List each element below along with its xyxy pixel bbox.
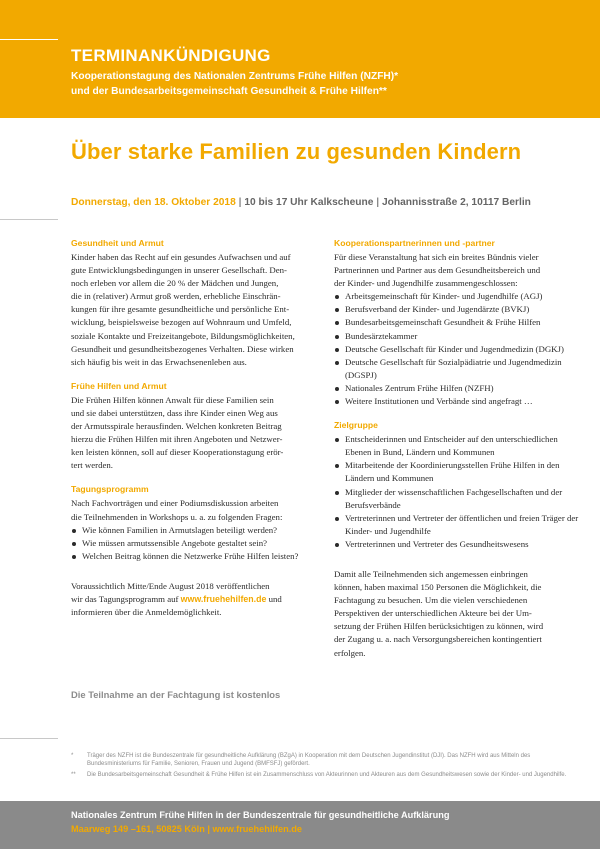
- section-heading: Frühe Hilfen und Armut: [71, 380, 167, 391]
- footnote-mark: *: [71, 753, 74, 759]
- text-line: soziale Kontakte und Freizeitangebote, Bildungsmöglichkeiten,: [71, 330, 295, 341]
- footnote: [71, 771, 571, 779]
- text-line: die in (relativer) Armut groß werden, erhebliche Einschrän-: [71, 291, 281, 302]
- list-item: Weitere Institutionen und Verbände sind angefragt …: [334, 395, 580, 408]
- text-line: Perspektiven der unterschiedlichen Akteure bei der Um-: [334, 608, 532, 619]
- text-line: Fachtagung zu besuchen. Um die vielen verschiedenen: [334, 595, 528, 606]
- text-line: [71, 593, 317, 606]
- header-subtitle-line-1: Kooperationstagung des Nationalen Zentrums Frühe Hilfen (NZFH)*: [71, 71, 399, 82]
- website-link[interactable]: www.fruehehilfen.de: [180, 593, 267, 604]
- header-title: TERMINANKÜNDIGUNG: [71, 46, 271, 65]
- text-line: noch erleben vor allem die 20 % der Mädchen und Jungen,: [71, 278, 279, 289]
- text-line: Partnerinnen und Partner aus dem Gesundheitsbereich und: [334, 265, 541, 276]
- text-line: Nach Fachvorträgen und einer Podiumsdiskussion arbeiten: [71, 498, 279, 509]
- text-line: der Kinder- und Jugendhilfe zusammengeschlossen:: [334, 278, 518, 289]
- footnote-text: Träger des NZFH ist die Bundeszentrale für gesundheitliche Aufklärung (BZgA) in Kooperation mit dem Deutschen Jugendinstitut (DJI). Das NZFH wird aus Mitteln des Bundesministeriums für Familie, Senioren, Frauen und Jugend (BMFSFJ) gefördert.: [87, 753, 531, 768]
- headline: Über starke Familien zu gesunden Kindern: [71, 139, 522, 164]
- section-heading: Tagungsprogramm: [71, 484, 149, 495]
- text-fragment: wir das Tagungsprogramm auf: [71, 593, 179, 604]
- header-rule: [0, 39, 58, 40]
- left-column: [71, 238, 317, 619]
- list-item: Welchen Beitrag können die Netzwerke Frühe Hilfen leisten?: [71, 550, 317, 563]
- paragraph: [71, 580, 317, 619]
- header-band: [0, 0, 600, 118]
- event-info: [71, 197, 591, 208]
- footer-address: Maarweg 149 –161, 50825 Köln | www.fruehehilfen.de: [71, 824, 302, 834]
- free-participation-note: Die Teilnahme an der Fachtagung ist kostenlos: [71, 689, 281, 700]
- footnote-text: Die Bundesarbeitsgemeinschaft Gesundheit & Frühe Hilfen ist ein Zusammenschluss von Akteurinnen und Akteuren aus dem Gesundheitswesen sowie der Kinder- und Jugendhilfe.: [87, 771, 567, 778]
- event-time-venue: 10 bis 17 Uhr Kalkscheune: [244, 197, 374, 208]
- paragraph: [71, 251, 317, 369]
- list-item: Vertreterinnen und Vertreter der öffentlichen und freien Träger der Kinder- und Jugendhilfe: [334, 512, 580, 538]
- text-line: Damit alle Teilnehmenden sich angemessen einbringen: [334, 568, 528, 579]
- text-line: Für diese Veranstaltung hat sich ein breites Bündnis vieler: [334, 252, 539, 262]
- paragraph: [71, 497, 317, 523]
- text-line: Kinder haben das Recht auf ein gesundes Aufwachsen und auf: [71, 252, 291, 262]
- paragraph: [334, 568, 580, 660]
- text-line: tert werden.: [71, 460, 114, 471]
- text-line: ken leisten können, soll auf dieser Kooperationstagung erör-: [71, 447, 284, 458]
- footnotes: [71, 752, 571, 781]
- list-item: Nationales Zentrum Frühe Hilfen (NZFH): [334, 382, 580, 395]
- list-item: Wie können Familien in Armutslagen beteiligt werden?: [71, 524, 317, 537]
- text-line: Voraussichtlich Mitte/Ende August 2018 veröffentlichen: [71, 580, 270, 591]
- text-line: der Zugang u. a. nach Versorgungsbereichen kontingentiert: [334, 634, 542, 645]
- list-item: Entscheiderinnen und Entscheider auf den unterschiedlichen Ebenen in Bund, Ländern und Kommunen: [334, 433, 580, 459]
- paragraph: [71, 394, 317, 473]
- text-fragment: und: [268, 593, 282, 604]
- event-address: Johannisstraße 2, 10117 Berlin: [381, 197, 531, 208]
- text-line: wicklung, beispielsweise bezogen auf Wohnraum und Umfeld,: [71, 317, 292, 328]
- footnote-rule: [0, 738, 58, 739]
- text-line: setzung der Frühen Hilfen berücksichtigen zu können, wird: [334, 621, 544, 632]
- text-line: Die Frühen Hilfen können Anwalt für diese Familien sein: [71, 394, 274, 405]
- footnote: [71, 752, 571, 769]
- target-group-list: [334, 433, 580, 551]
- paragraph: [334, 251, 580, 290]
- list-item: Berufsverband der Kinder- und Jugendärzte (BVKJ): [334, 303, 580, 316]
- section-heading: Gesundheit und Armut: [71, 238, 164, 248]
- text-line: können, haben maximal 150 Personen die Möglichkeit, die: [334, 582, 542, 593]
- list-item: Wie müssen armutssensible Angebote gestaltet sein?: [71, 537, 317, 550]
- list-item: Mitglieder der wissenschaftlichen Fachgesellschaften und der Berufsverbände: [334, 486, 580, 512]
- list-item: Deutsche Gesellschaft für Sozialpädiatrie und Jugendmedizin (DGSPJ): [334, 356, 580, 382]
- footer-organization: Nationales Zentrum Frühe Hilfen in der Bundeszentrale für gesundheitliche Aufklärung: [71, 810, 450, 820]
- event-date: Donnerstag, den 18. Oktober 2018: [71, 197, 236, 208]
- text-line: Gesundheit und gesundheitsbezogenes Verhalten. Diese wirken: [71, 343, 294, 354]
- separator: |: [376, 197, 380, 208]
- list-item: Arbeitsgemeinschaft für Kinder- und Jugendhilfe (AGJ): [334, 290, 580, 303]
- question-list: [71, 524, 317, 563]
- text-line: sich häufig bis weit in das Erwachsenenleben aus.: [71, 356, 247, 367]
- text-line: erfolgen.: [334, 647, 366, 658]
- section-rule: [0, 219, 58, 220]
- section-heading: Zielgruppe: [334, 420, 378, 431]
- right-column: [334, 238, 580, 660]
- text-line: informieren über die Anmeldemöglichkeit.: [71, 607, 222, 618]
- footer: [0, 801, 600, 849]
- text-line: die Teilnehmenden in Workshops u. a. zu folgenden Fragen:: [71, 511, 283, 522]
- text-line: kungen für ihre gesamte gesundheitliche und persönliche Ent-: [71, 304, 290, 315]
- footnote-mark: **: [71, 771, 76, 778]
- text-line: gute Entwicklungsbedingungen in unserer Gesellschaft. Den-: [71, 265, 287, 276]
- list-item: Bundesarbeitsgemeinschaft Gesundheit & Frühe Hilfen: [334, 316, 580, 329]
- header-subtitle-line-2: und der Bundesarbeitsgemeinschaft Gesundheit & Frühe Hilfen**: [71, 85, 387, 97]
- list-item: Deutsche Gesellschaft für Kinder und Jugendmedizin (DGKJ): [334, 343, 580, 356]
- separator: |: [238, 197, 242, 208]
- list-item: Bundesärztekammer: [334, 330, 580, 343]
- section-heading: Kooperationspartnerinnen und -partner: [334, 238, 495, 248]
- header-subtitle: [71, 70, 571, 99]
- text-line: und sie dabei unterstützen, dass ihre Kinder einen Weg aus: [71, 407, 278, 418]
- text-line: hierzu die Frühen Hilfen mit ihren Angeboten und Netzwer-: [71, 434, 283, 445]
- text-line: der Armutsspirale herausfinden. Welchen konkreten Beitrag: [71, 421, 282, 432]
- list-item: Vertreterinnen und Vertreter des Gesundheitswesens: [334, 538, 580, 551]
- list-item: Mitarbeitende der Koordinierungsstellen Frühe Hilfen in den Ländern und Kommunen: [334, 459, 580, 485]
- partner-list: [334, 290, 580, 408]
